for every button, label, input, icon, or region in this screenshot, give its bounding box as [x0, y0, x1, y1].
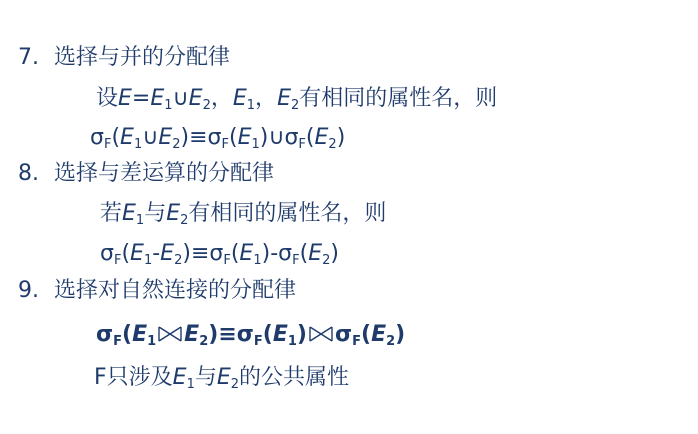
paren: (	[262, 322, 273, 347]
relation-e2: E	[188, 86, 203, 111]
relation-e2: E	[158, 125, 173, 150]
subscript: 2	[230, 377, 240, 392]
equals-sign: =	[131, 86, 151, 111]
relation-e1: E	[120, 125, 134, 150]
subscript: 1	[147, 334, 157, 349]
subscript: 1	[133, 137, 143, 152]
paren: )	[261, 241, 271, 266]
paren: (	[299, 241, 309, 266]
paren: (	[122, 322, 133, 347]
subscript: F	[298, 137, 306, 152]
relation-e2: E	[308, 241, 323, 266]
paren: (	[111, 125, 121, 150]
paren: (	[305, 125, 315, 150]
subscript: F	[253, 334, 263, 349]
paren: (	[230, 241, 240, 266]
relation-e1: E	[130, 241, 144, 266]
condition-suffix: 有相同的属性名，则	[188, 201, 387, 226]
subscript: 2	[180, 213, 189, 228]
subscript: 1	[164, 98, 173, 113]
subscript: 2	[290, 98, 300, 113]
sigma-symbol: σ	[207, 125, 222, 150]
subscript: 2	[174, 253, 183, 268]
subscript: 2	[386, 334, 396, 349]
relation-e1: E	[122, 201, 136, 226]
sigma-symbol: σ	[334, 322, 353, 347]
sigma-symbol: σ	[90, 125, 104, 150]
sigma-symbol: σ	[236, 322, 254, 347]
item-8-formula	[100, 240, 339, 268]
relation-e2: E	[184, 322, 200, 347]
relation-e2: E	[216, 365, 231, 390]
relation-e: E	[118, 86, 132, 111]
equivalence-symbol: ≡	[218, 322, 237, 347]
paren: )	[182, 241, 191, 266]
paren: (	[361, 322, 372, 347]
relation-e1: E	[237, 125, 252, 150]
sigma-symbol: σ	[100, 241, 114, 266]
subscript: 1	[186, 377, 195, 392]
paren: )	[208, 322, 219, 347]
subscript: F	[223, 253, 231, 268]
union-symbol: ∪	[142, 125, 159, 150]
subscript: F	[221, 137, 229, 152]
paren: )	[259, 125, 269, 150]
subscript: 1	[246, 98, 256, 113]
subscript: 1	[251, 137, 260, 152]
item-9-heading-line	[18, 277, 296, 305]
item-7-formula	[90, 124, 345, 152]
paren: )	[336, 125, 346, 150]
comma: ，	[255, 86, 278, 111]
paren: )	[180, 125, 190, 150]
sigma-symbol: σ	[96, 322, 114, 347]
item-9-note	[94, 364, 349, 392]
item-7-heading-line	[18, 44, 230, 72]
relation-e1: E	[172, 365, 187, 390]
subscript: F	[113, 253, 122, 268]
subscript: 1	[253, 253, 262, 268]
item-number: 7.	[18, 45, 39, 70]
relation-e1: E	[239, 241, 254, 266]
item-7-condition	[96, 85, 497, 113]
union-symbol: ∪	[172, 86, 189, 111]
note-suffix: 的公共属性	[239, 365, 350, 390]
relation-e2: E	[160, 241, 175, 266]
minus-symbol: -	[152, 241, 161, 266]
relation-e2: E	[166, 201, 181, 226]
natural-join-icon	[157, 325, 183, 343]
sigma-symbol: σ	[284, 125, 299, 150]
relation-e2: E	[277, 86, 291, 111]
condition-prefix: 设	[96, 86, 119, 111]
item-number: 9.	[18, 278, 39, 303]
subscript: 2	[172, 137, 181, 152]
subscript: F	[292, 253, 300, 268]
subscript: 1	[143, 253, 153, 268]
conjunction: 与	[144, 201, 167, 226]
paren: (	[121, 241, 131, 266]
condition-prefix: 若	[100, 201, 123, 226]
relation-e1: E	[132, 322, 148, 347]
subscript: 2	[328, 137, 337, 152]
equivalence-symbol: ≡	[189, 125, 208, 150]
item-heading: 选择对自然连接的分配律	[54, 278, 297, 303]
item-9-formula	[96, 321, 405, 349]
subscript: F	[103, 137, 112, 152]
condition-suffix: 有相同的属性名，则	[299, 86, 498, 111]
paren: )	[395, 322, 406, 347]
relation-e2: E	[371, 322, 387, 347]
subscript: 2	[202, 98, 211, 113]
equivalence-symbol: ≡	[190, 241, 210, 266]
item-heading: 选择与并的分配律	[54, 45, 231, 70]
paren: )	[296, 322, 307, 347]
relation-e1: E	[150, 86, 165, 111]
natural-join-icon	[308, 325, 334, 343]
relation-e1: E	[232, 86, 247, 111]
subscript: 2	[322, 253, 331, 268]
item-8-condition	[100, 200, 386, 228]
subscript: 2	[199, 334, 209, 349]
conjunction: 与	[194, 365, 217, 390]
relation-e2: E	[314, 125, 329, 150]
subscript: F	[113, 334, 123, 349]
subscript: F	[352, 334, 362, 349]
comma: ，	[210, 86, 233, 111]
paren: (	[228, 125, 238, 150]
subscript: 1	[135, 213, 145, 228]
union-symbol: ∪	[268, 125, 285, 150]
subscript: 1	[287, 334, 297, 349]
sigma-symbol: σ	[278, 241, 293, 266]
minus-symbol: -	[270, 241, 279, 266]
item-heading: 选择与差运算的分配律	[54, 161, 275, 186]
item-number: 8.	[18, 161, 39, 186]
relation-e1: E	[272, 322, 288, 347]
sigma-symbol: σ	[209, 241, 224, 266]
note-prefix: F只涉及	[94, 365, 173, 390]
paren: )	[330, 241, 339, 266]
item-8-heading-line	[18, 160, 274, 188]
